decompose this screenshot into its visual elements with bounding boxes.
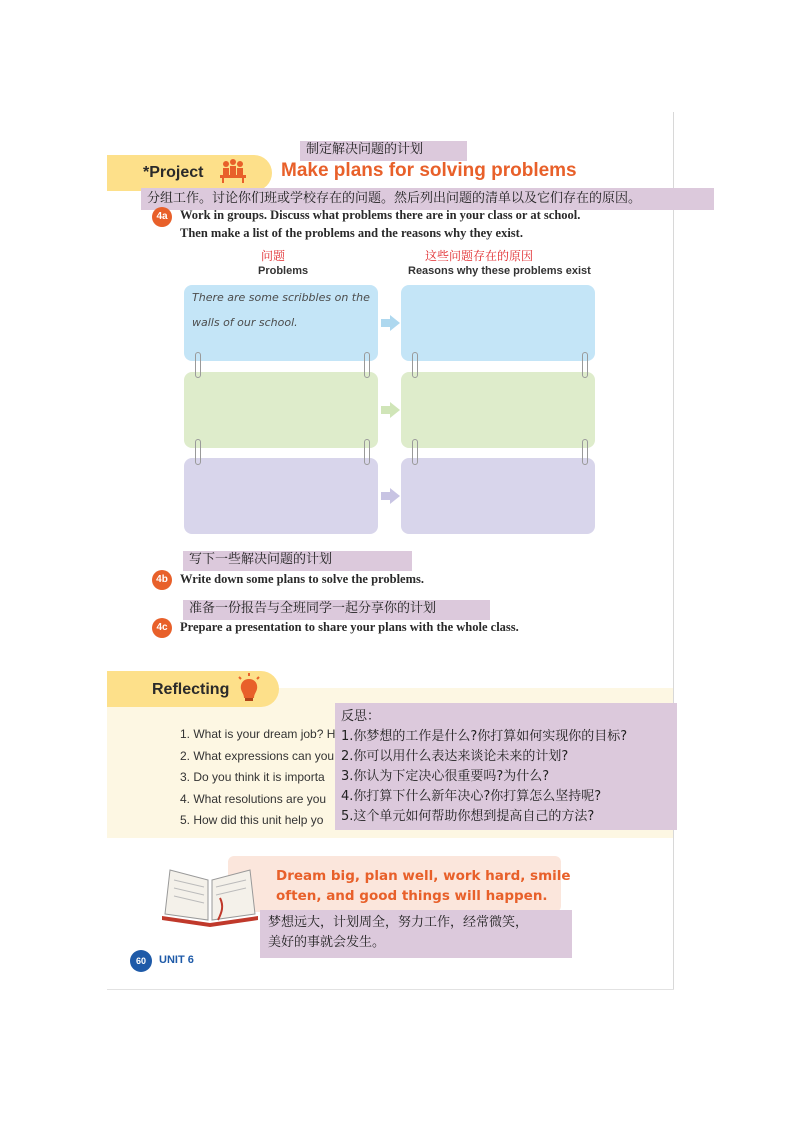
- binder-ring: [582, 439, 588, 465]
- problems-header: Problems: [258, 265, 309, 277]
- binder-ring: [412, 439, 418, 465]
- binder-ring: [195, 352, 201, 378]
- quote-text: [276, 866, 571, 906]
- page-edge: [673, 112, 674, 990]
- reasons-zh: 这些问题存在的原因: [425, 249, 534, 263]
- task-4a-line1: Work in groups. Discuss what problems there are in your class or at school.: [180, 208, 581, 222]
- zh-reflect-q5: 5.这个单元如何帮助你想到提高自己的方法?: [341, 809, 595, 824]
- project-label: *Project: [143, 164, 204, 181]
- reflecting-label: Reflecting: [152, 681, 230, 698]
- reason-cell-3[interactable]: [401, 458, 595, 534]
- binder-ring: [364, 352, 370, 378]
- zh-reflect-q1: 1.你梦想的工作是什么?你打算如何实现你的目标?: [341, 729, 628, 744]
- task-4b-text: Write down some plans to solve the problems.: [180, 572, 424, 586]
- arrow-1: [381, 319, 390, 327]
- task-4b-zh: 写下一些解决问题的计划: [183, 551, 412, 571]
- badge-4b: 4b: [152, 570, 172, 590]
- arrow-2-head: [390, 402, 400, 418]
- zh-reflect-q4: 4.你打算下什么新年决心?你打算怎么坚持呢?: [341, 789, 602, 804]
- zh-reflect-q3: 3.你认为下定决心很重要吗?为什么?: [341, 769, 550, 784]
- question-2: 2. What expressions can you: [180, 749, 335, 763]
- reasons-header: Reasons why these problems exist: [408, 265, 591, 277]
- group-people-icon: [218, 158, 248, 189]
- task-4a-line2: Then make a list of the problems and the reasons why they exist.: [180, 226, 523, 240]
- unit-label: UNIT 6: [159, 954, 194, 966]
- page-bottom-edge: [107, 989, 674, 990]
- zh-reflect-overlay: [335, 703, 677, 830]
- open-book-icon: [160, 862, 260, 933]
- reason-cell-1[interactable]: [401, 285, 595, 361]
- zh-quote-line1: 梦想远大，计划周全，努力工作，经常微笑，: [268, 915, 529, 930]
- binder-ring: [195, 439, 201, 465]
- example-problem-line1: There are some scribbles on the: [192, 291, 370, 304]
- question-4: 4. What resolutions are you: [180, 792, 327, 806]
- quote-line2: often, and good things will happen.: [276, 888, 548, 904]
- arrow-3: [381, 492, 390, 500]
- question-1: 1. What is your dream job? H: [180, 727, 336, 741]
- zh-quote: [260, 910, 572, 958]
- question-3: 3. Do you think it is importa: [180, 770, 325, 784]
- problem-cell-3[interactable]: [184, 458, 378, 534]
- binder-ring: [412, 352, 418, 378]
- badge-4a: 4a: [152, 207, 172, 227]
- problems-zh: 问题: [261, 249, 286, 263]
- page-number: 60: [130, 950, 152, 972]
- zh-title: 制定解决问题的计划: [300, 141, 467, 161]
- zh-instruction: 分组工作。讨论你们班或学校存在的问题。然后列出问题的清单以及它们存在的原因。: [141, 188, 714, 210]
- badge-4c: 4c: [152, 618, 172, 638]
- zh-quote-line2: 美好的事就会发生。: [268, 935, 386, 950]
- page-title: Make plans for solving problems: [281, 160, 577, 181]
- arrow-1-head: [390, 315, 400, 331]
- reason-cell-2[interactable]: [401, 372, 595, 448]
- question-5: 5. How did this unit help yo: [180, 813, 324, 827]
- arrow-2: [381, 406, 390, 414]
- zh-reflect-q2: 2.你可以用什么表达来谈论未来的计划?: [341, 749, 569, 764]
- task-4c-text: Prepare a presentation to share your plans with the whole class.: [180, 620, 519, 634]
- task-4c-zh: 准备一份报告与全班同学一起分享你的计划: [183, 600, 490, 620]
- problem-cell-2[interactable]: [184, 372, 378, 448]
- example-problem-line2: walls of our school.: [192, 316, 298, 329]
- binder-ring: [364, 439, 370, 465]
- lightbulb-head-icon: [235, 673, 263, 708]
- binder-ring: [582, 352, 588, 378]
- arrow-3-head: [390, 488, 400, 504]
- zh-reflect-heading: 反思：: [341, 709, 381, 724]
- quote-line1: Dream big, plan well, work hard, smile: [276, 868, 571, 884]
